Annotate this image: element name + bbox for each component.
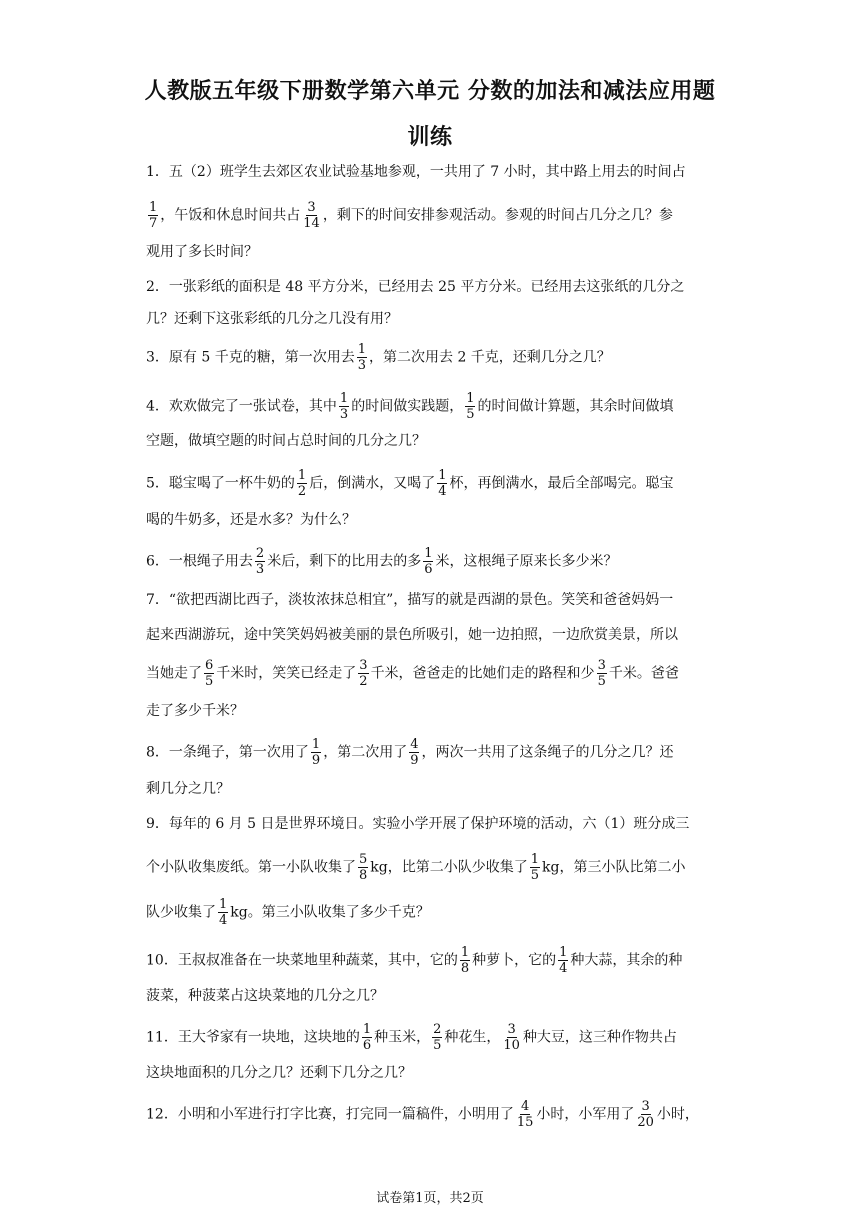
fraction: $\frac{3}{10}$	[503, 1022, 520, 1053]
fraction: $\frac{4}{9}$	[410, 737, 419, 768]
fraction: $\frac{3}{2}$	[359, 658, 368, 689]
question-9-line-2: 个小队收集废纸。第一小队收集了 $\frac{5}{8}$ kg，比第二小队少收集了 $\frac{1}{5}$ kg，第三小队比第二小	[146, 852, 686, 883]
fraction: $\frac{1}{2}$	[297, 468, 307, 499]
fraction: $\frac{1}{4}$	[438, 468, 447, 499]
question-11-line-1: 11．王大爷家有一块地，这块地的 $\frac{1}{6}$ 种玉米， $\frac{2}{5}$ 种花生， $\frac{3}{10}$ 种大豆，这三种作物共占	[146, 1022, 677, 1053]
fraction: $\frac{4}{15}$	[516, 1099, 534, 1130]
fraction: $\frac{1}{4}$	[559, 945, 568, 976]
question-1-line-2: $\frac{1}{7}$ ，午饭和休息时间共占 $\frac{3}{14}$ ，剩下的时间安排参观活动。参观的时间占几分之几？参	[149, 200, 673, 231]
page-title: 人教版五年级下册数学第六单元 分数的加法和减法应用题	[144, 79, 716, 104]
fraction: $\frac{1}{7}$	[149, 200, 158, 231]
fraction: $\frac{1}{5}$	[530, 852, 540, 883]
fraction: $\frac{1}{3}$	[339, 391, 349, 422]
question-9-line-1: 9．每年的 6 月 5 日是世界环境日。实验小学开展了保护环境的活动，六（1）班分成三	[146, 816, 690, 832]
fraction: $\frac{6}{5}$	[205, 658, 214, 689]
page-footer: 试卷第1页，共2页	[376, 1191, 484, 1206]
question-1-line-3: 观用了多长时间？	[146, 244, 258, 260]
question-11-line-2: 这块地面积的几分之几？还剩下几分之几？	[146, 1065, 412, 1081]
fraction: $\frac{2}{3}$	[255, 546, 265, 577]
fraction: $\frac{1}{3}$	[357, 342, 366, 373]
question-9-line-3: 队少收集了 $\frac{1}{4}$ kg。第三小队收集了多少千克？	[146, 897, 430, 928]
question-10-line-1: 10．王叔叔准备在一块菜地里种蔬菜，其中，它的 $\frac{1}{8}$ 种萝卜，它的 $\frac{1}{4}$ 种大蒜，其余的种	[146, 945, 683, 976]
question-7-line-2: 起来西湖游玩，途中笑笑妈妈被美丽的景色所吸引，她一边拍照，一边欣赏美景，所以	[146, 627, 678, 643]
fraction: $\frac{3}{14}$	[303, 200, 320, 231]
fraction: $\frac{2}{5}$	[433, 1022, 442, 1053]
question-7-line-4: 走了多少千米？	[146, 703, 244, 719]
question-3: 3．原有 5 千克的糖，第一次用去 $\frac{1}{3}$ ，第二次用去 2 千克，还剩几分之几？	[146, 342, 611, 373]
question-12-line-1: 12．小明和小军进行打字比赛，打完同一篇稿件，小明用了 $\frac{4}{15}$ 小时，小军用了 $\frac{3}{20}$ 小时，	[146, 1099, 699, 1130]
fraction: $\frac{1}{9}$	[311, 737, 321, 768]
fraction: $\frac{1}{4}$	[219, 897, 228, 928]
question-5-line-2: 喝的牛奶多，还是水多？为什么？	[146, 512, 356, 528]
fraction: $\frac{3}{20}$	[637, 1099, 654, 1130]
question-1-line-1: 1．五（2）班学生去郊区农业试验基地参观，一共用了 7 小时，其中路上用去的时间占	[146, 164, 686, 180]
question-8-line-1: 8．一条绳子，第一次用了 $\frac{1}{9}$ ，第二次用了 $\frac{4}{9}$ ，两次一共用了这条绳子的几分之几？还	[146, 737, 674, 768]
fraction: $\frac{3}{5}$	[597, 658, 606, 689]
fraction: $\frac{1}{5}$	[466, 391, 475, 422]
question-5-line-1: 5．聪宝喝了一杯牛奶的 $\frac{1}{2}$ 后，倒满水，又喝了 $\frac{1}{4}$ 杯，再倒满水，最后全部喝完。聪宝	[146, 468, 674, 499]
question-7-line-3: 当她走了 $\frac{6}{5}$ 千米时，笑笑已经走了 $\frac{3}{2}$ 千米，爸爸走的比她们走的路程和少 $\frac{3}{5}$ 千米。爸爸	[146, 658, 679, 689]
fraction: $\frac{1}{8}$	[460, 945, 470, 976]
fraction: $\frac{1}{6}$	[362, 1022, 372, 1053]
question-4-line-2: 空题，做填空题的时间占总时间的几分之几？	[146, 433, 426, 449]
fraction: $\frac{5}{8}$	[359, 852, 368, 883]
question-7-line-1: 7．“欲把西湖比西子，淡妆浓抹总相宜”，描写的就是西湖的景色。笑笑和爸爸妈妈一	[146, 592, 674, 608]
question-10-line-2: 菠菜，种菠菜占这块菜地的几分之几？	[146, 988, 384, 1004]
question-2-line-1: 2．一张彩纸的面积是 48 平方分米，已经用去 25 平方分米。已经用去这张纸的几分之	[146, 279, 685, 295]
question-4-line-1: 4．欢欢做完了一张试卷，其中 $\frac{1}{3}$ 的时间做实践题， $\frac{1}{5}$ 的时间做计算题，其余时间做填	[146, 391, 674, 422]
fraction: $\frac{1}{6}$	[424, 546, 433, 577]
question-6: 6．一根绳子用去 $\frac{2}{3}$ 米后，剩下的比用去的多 $\frac{1}{6}$ 米，这根绳子原来长多少米？	[146, 546, 618, 577]
question-8-line-2: 剩几分之几？	[146, 781, 230, 797]
page-title-continued: 训练	[407, 125, 453, 150]
question-2-line-2: 几？还剩下这张彩纸的几分之几没有用？	[146, 311, 398, 327]
